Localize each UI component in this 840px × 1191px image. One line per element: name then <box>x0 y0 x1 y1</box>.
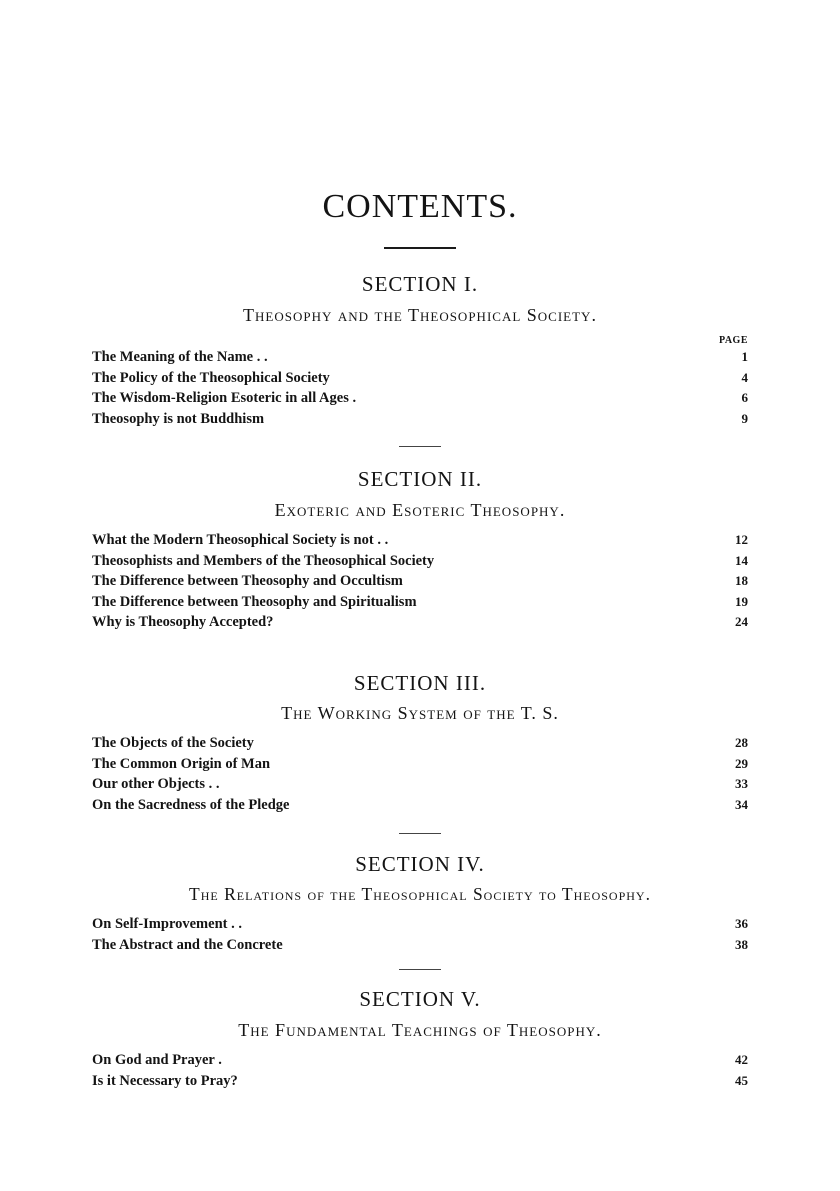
section-1-entries <box>92 349 748 431</box>
section-5-entries <box>92 1052 748 1093</box>
entry-title: What the Modern Theosophical Society is not . . <box>92 532 389 548</box>
section-3-subtitle: The Working System of the T. S. <box>281 703 559 723</box>
section-5-subtitle: The Fundamental Teachings of Theosophy. <box>238 1020 602 1040</box>
section-1-heading: SECTION I. <box>361 272 479 296</box>
entry-title: The Meaning of the Name . . <box>92 349 268 365</box>
section-2-subtitle: Exoteric and Esoteric Theosophy. <box>274 500 566 520</box>
entry-title: Theosophy is not Buddhism <box>92 410 265 427</box>
toc-entry[interactable] <box>92 411 748 432</box>
toc-entry[interactable] <box>92 532 748 553</box>
entry-page: 14 <box>735 552 748 568</box>
toc-entry[interactable] <box>92 573 748 594</box>
entry-page: 34 <box>735 796 748 812</box>
section-5-heading: SECTION V. <box>359 987 481 1011</box>
entry-title: The Common Origin of Man <box>92 755 271 772</box>
entry-page: 28 <box>735 735 748 750</box>
entry-title: Theosophists and Members of the Theosophical Society <box>92 552 435 569</box>
entry-title: The Difference between Theosophy and Occultism <box>92 573 403 589</box>
entry-page: 19 <box>735 593 748 609</box>
entry-title: The Wisdom-Religion Esoteric in all Ages . <box>92 390 357 406</box>
section-4-heading: SECTION IV. <box>355 852 485 876</box>
entry-title: On God and Prayer . <box>92 1052 222 1068</box>
section-3-entries <box>92 735 748 817</box>
section-2-entries <box>92 532 748 635</box>
toc-entry[interactable] <box>92 756 748 777</box>
toc-entry[interactable] <box>92 349 748 370</box>
entry-page: 38 <box>735 936 748 952</box>
section-divider <box>399 969 441 970</box>
toc-entry[interactable] <box>92 1073 748 1094</box>
entry-title: The Policy of the Theosophical Society <box>92 369 330 386</box>
section-2-heading: SECTION II. <box>357 467 483 491</box>
entry-title: On the Sacredness of the Pledge <box>92 796 290 813</box>
entry-title: Our other Objects . . <box>92 776 220 792</box>
title-rule <box>384 247 456 249</box>
entry-page: 42 <box>735 1052 748 1067</box>
toc-entry[interactable] <box>92 776 748 797</box>
entry-title: The Objects of the Society <box>92 735 254 751</box>
toc-entry[interactable] <box>92 553 748 574</box>
entry-page: 6 <box>741 390 748 405</box>
toc-entry[interactable] <box>92 797 748 818</box>
entry-page: 18 <box>735 573 748 588</box>
entry-title: The Abstract and the Concrete <box>92 936 283 953</box>
entry-page: 36 <box>735 916 748 931</box>
section-divider <box>399 833 441 834</box>
entry-page: 12 <box>735 532 748 547</box>
toc-entry[interactable] <box>92 937 748 958</box>
entry-title: The Difference between Theosophy and Spiritualism <box>92 593 417 610</box>
toc-entry[interactable] <box>92 594 748 615</box>
entry-title: On Self-Improvement . . <box>92 916 242 932</box>
section-1-subtitle: Theosophy and the Theosophical Society. <box>243 305 597 325</box>
entry-page: 45 <box>735 1072 748 1088</box>
toc-entry[interactable] <box>92 370 748 391</box>
entry-page: 4 <box>741 369 748 385</box>
entry-page: 33 <box>735 776 748 791</box>
entry-page: 29 <box>735 755 748 771</box>
section-4-entries <box>92 916 748 957</box>
section-4-subtitle: The Relations of the Theosophical Society to Theosophy. <box>189 884 651 904</box>
entry-page: 24 <box>735 614 748 629</box>
entry-title: Why is Theosophy Accepted? <box>92 614 274 630</box>
entry-title: Is it Necessary to Pray? <box>92 1072 238 1089</box>
section-divider <box>399 446 441 447</box>
toc-entry[interactable] <box>92 390 748 411</box>
page-column-label: PAGE <box>718 335 748 346</box>
toc-entry[interactable] <box>92 1052 748 1073</box>
toc-entry[interactable] <box>92 916 748 937</box>
toc-entry[interactable] <box>92 735 748 756</box>
entry-page: 1 <box>741 349 748 364</box>
toc-entry[interactable] <box>92 614 748 635</box>
entry-page: 9 <box>741 410 748 426</box>
section-3-heading: SECTION III. <box>353 671 487 695</box>
page-title: CONTENTS. <box>322 188 518 225</box>
